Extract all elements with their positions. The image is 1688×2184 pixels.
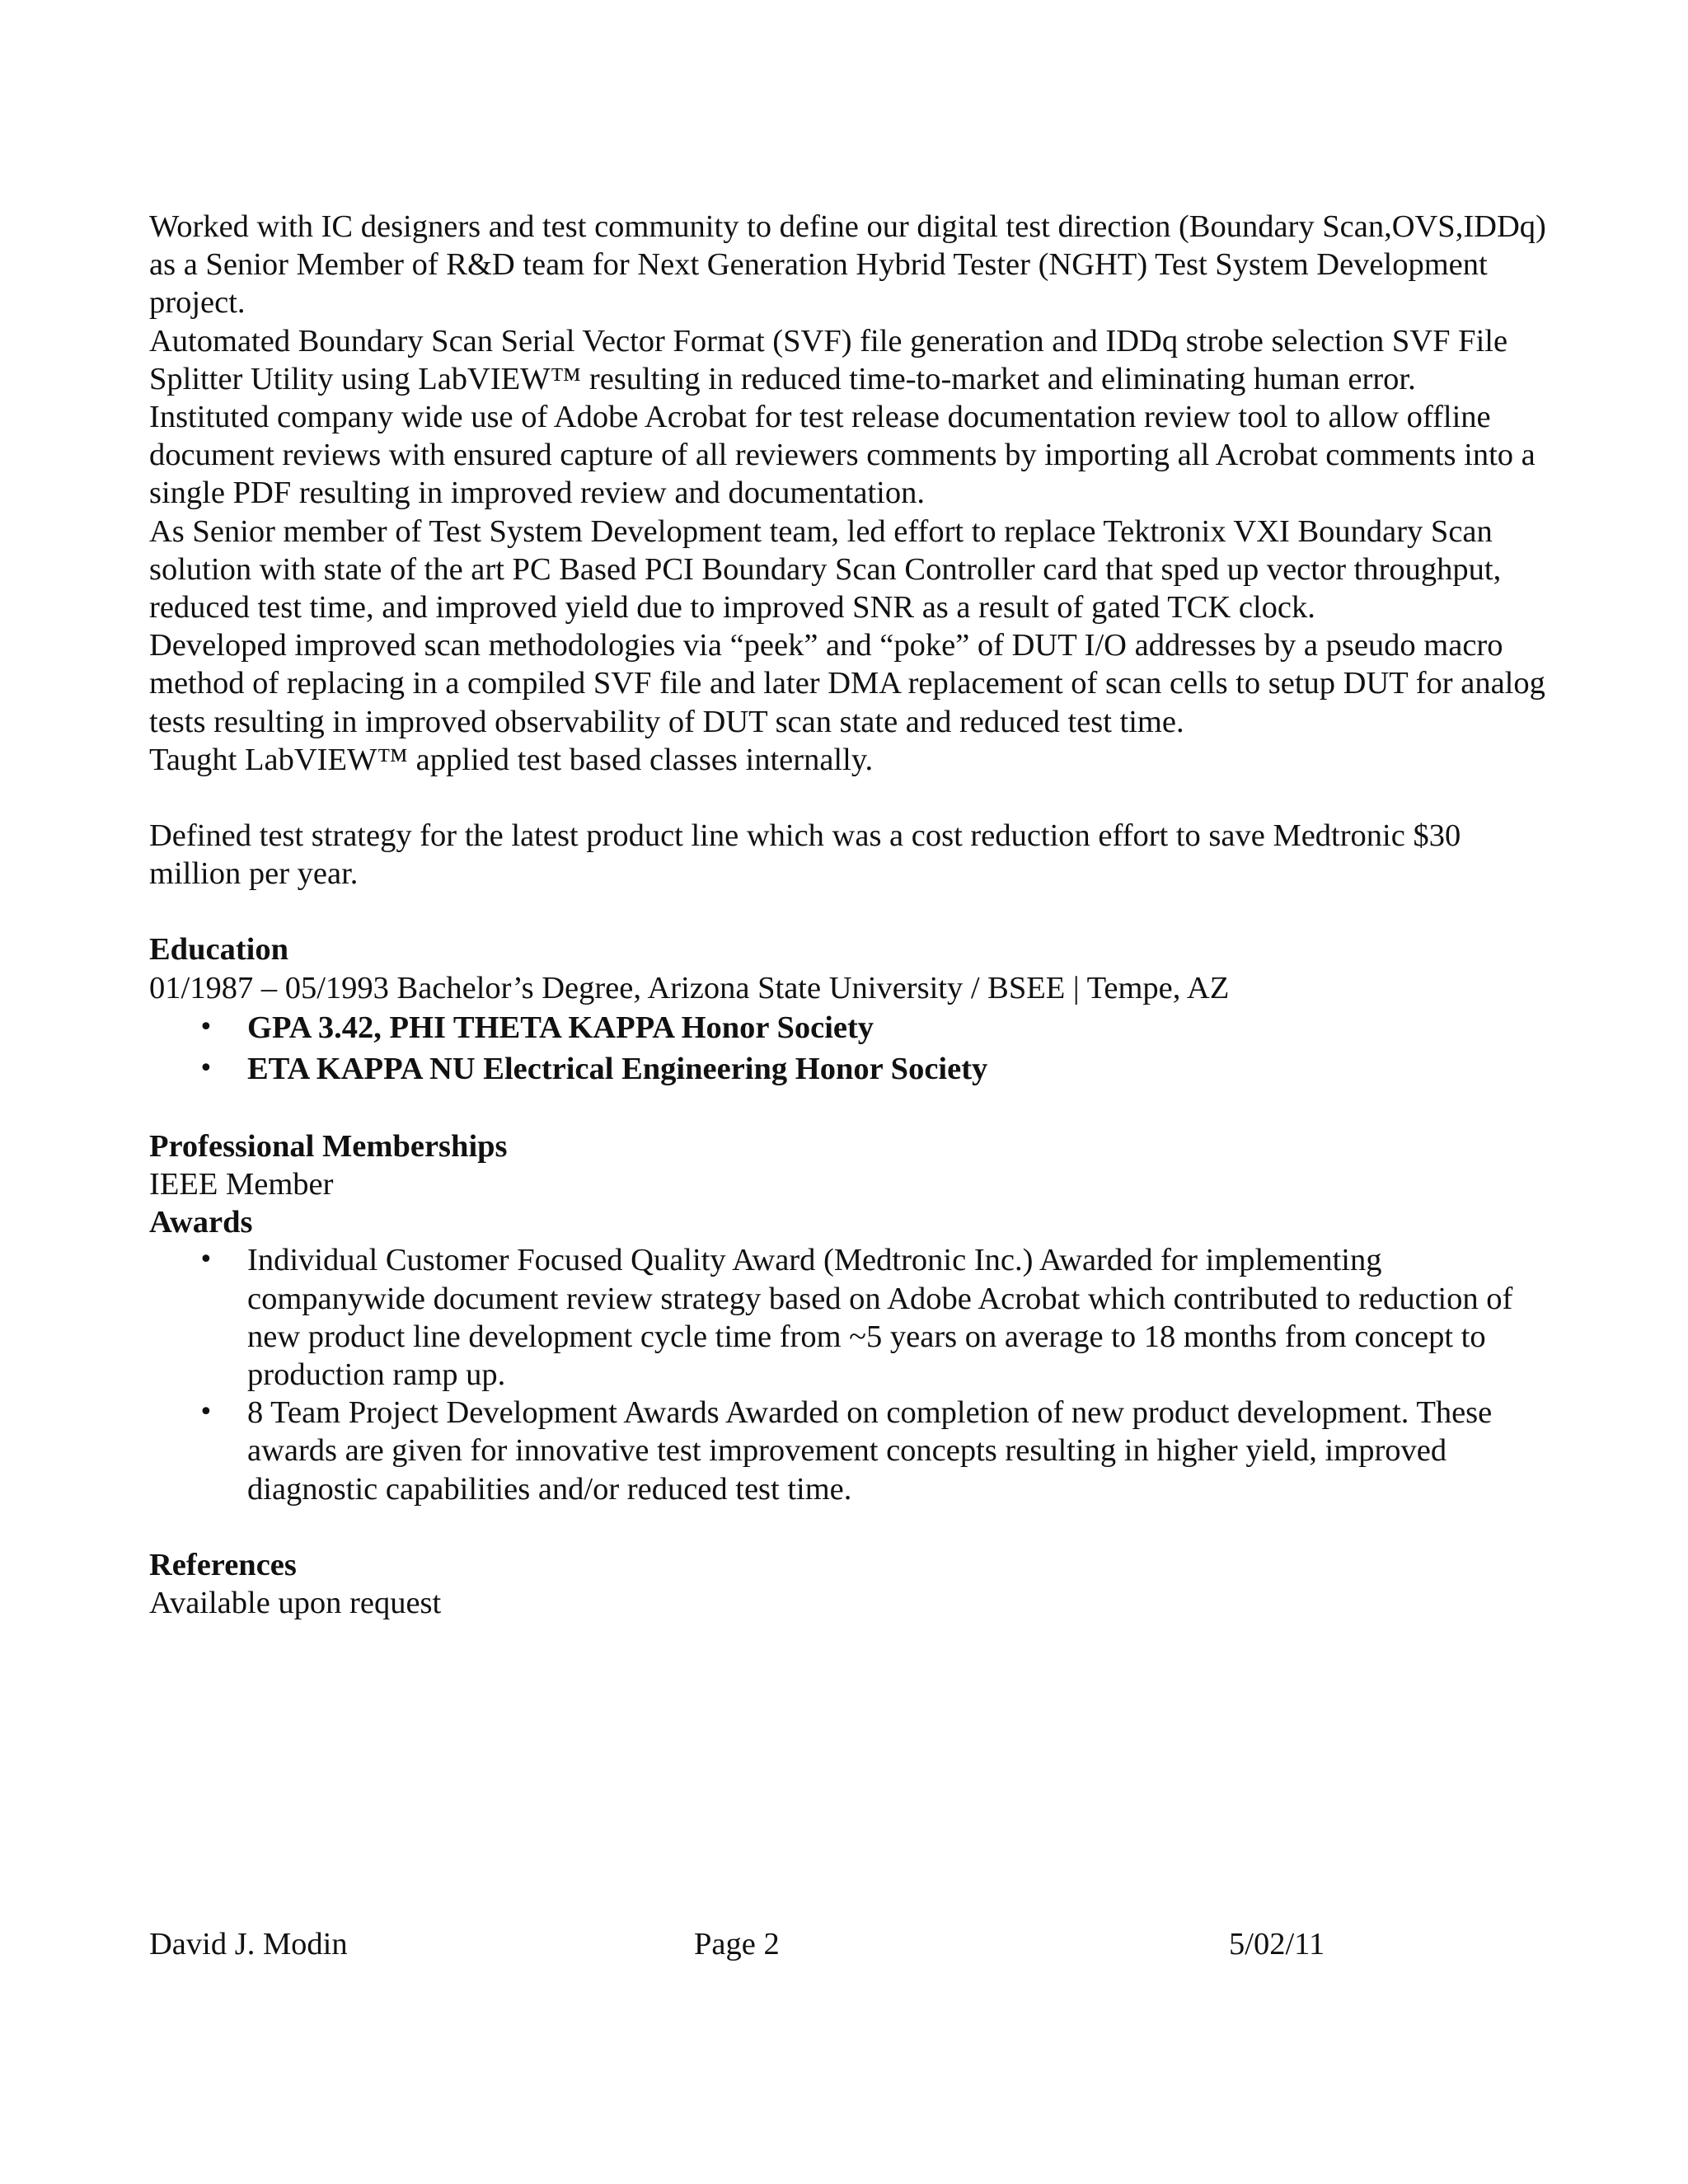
experience-paragraph: Developed improved scan methodologies via “peek” and “poke” of DUT I/O addresses by a pseudo macro method of replacing in a compiled SVF file and later DMA replacement of scan cells to setup DUT for analog tests resulting in improved observability of DUT scan state and reduced test time. [149, 628, 1545, 739]
education-bullet-item [149, 1007, 1550, 1048]
memberships-section [149, 1127, 1550, 1203]
experience-paragraph: Automated Boundary Scan Serial Vector Format (SVF) file generation and IDDq strobe selection SVF File Splitter Utility using LabVIEW™ resulting in reduced time-to-market and eliminating human error. [149, 323, 1508, 396]
experience-paragraph: As Senior member of Test System Development team, led effort to replace Tektronix VXI Boundary Scan solution with state of the art PC Based PCI Boundary Scan Controller card that sped up vector throughput, reduced test time, and improved yield due to improved SNR as a result of gated TCK clock. [149, 513, 1502, 626]
references-heading: References [149, 1547, 297, 1582]
education-section [149, 930, 1550, 1089]
spacer [149, 779, 1550, 817]
memberships-text: IEEE Member [149, 1167, 334, 1202]
education-entry: 01/1987 – 05/1993 Bachelor’s Degree, Arizona State University / BSEE | Tempe, AZ [149, 970, 1230, 1005]
experience-summary: Defined test strategy for the latest product line which was a cost reduction effort to save Medtronic $30 million per year. [149, 818, 1461, 892]
experience-paragraph: Worked with IC designers and test community to define our digital test direction (Boundary Scan,OVS,IDDq) as a Senior Member of R&D team for Next Generation Hybrid Tester (NGHT) Test System Development project. [149, 209, 1546, 321]
education-bullet-text: ETA KAPPA NU Electrical Engineering Honor Society [247, 1051, 988, 1086]
education-bullet-list [149, 1007, 1550, 1090]
bullet-icon: • [199, 1245, 213, 1275]
education-heading: Education [149, 932, 289, 968]
memberships-heading: Professional Memberships [149, 1128, 508, 1164]
award-item [149, 1241, 1550, 1394]
spacer [149, 1090, 1550, 1127]
experience-paragraph: Taught LabVIEW™ applied test based classes internally. [149, 742, 874, 777]
footer-page-number: Page 2 [694, 1927, 780, 1961]
references-text: Available upon request [149, 1586, 442, 1621]
education-bullet-text: GPA 3.42, PHI THETA KAPPA Honor Society [247, 1010, 874, 1045]
award-text: Individual Customer Focused Quality Award (Medtronic Inc.) Awarded for implementing companywide document review strategy based on Adobe Acrobat which contributed to reduction of new product line development cycle time from ~5 years on average to 18 months from concept to production ramp up. [247, 1243, 1513, 1393]
award-text: 8 Team Project Development Awards Awarded on completion of new product development. These awards are given for innovative test improvement concepts resulting in higher yield, improved diagnostic capabilities and/or reduced test time. [247, 1395, 1493, 1507]
page-content [149, 208, 1550, 1622]
bullet-icon: • [199, 1012, 213, 1042]
award-item [149, 1394, 1550, 1508]
spacer [149, 1508, 1550, 1546]
awards-heading: Awards [149, 1205, 253, 1240]
education-bullet-item [149, 1048, 1550, 1090]
bullet-icon: • [199, 1053, 213, 1083]
experience-paragraph: Instituted company wide use of Adobe Acrobat for test release documentation review tool to allow offline document reviews with ensured capture of all reviewers comments by importing all Acrobat comments into a single PDF resulting in improved review and documentation. [149, 400, 1536, 511]
footer-author-name: David J. Modin [149, 1927, 348, 1961]
references-section [149, 1546, 1550, 1622]
spacer [149, 893, 1550, 930]
awards-section [149, 1203, 1550, 1508]
footer-date: 5/02/11 [1229, 1927, 1325, 1961]
bullet-icon: • [199, 1398, 213, 1427]
awards-bullet-list [149, 1241, 1550, 1507]
